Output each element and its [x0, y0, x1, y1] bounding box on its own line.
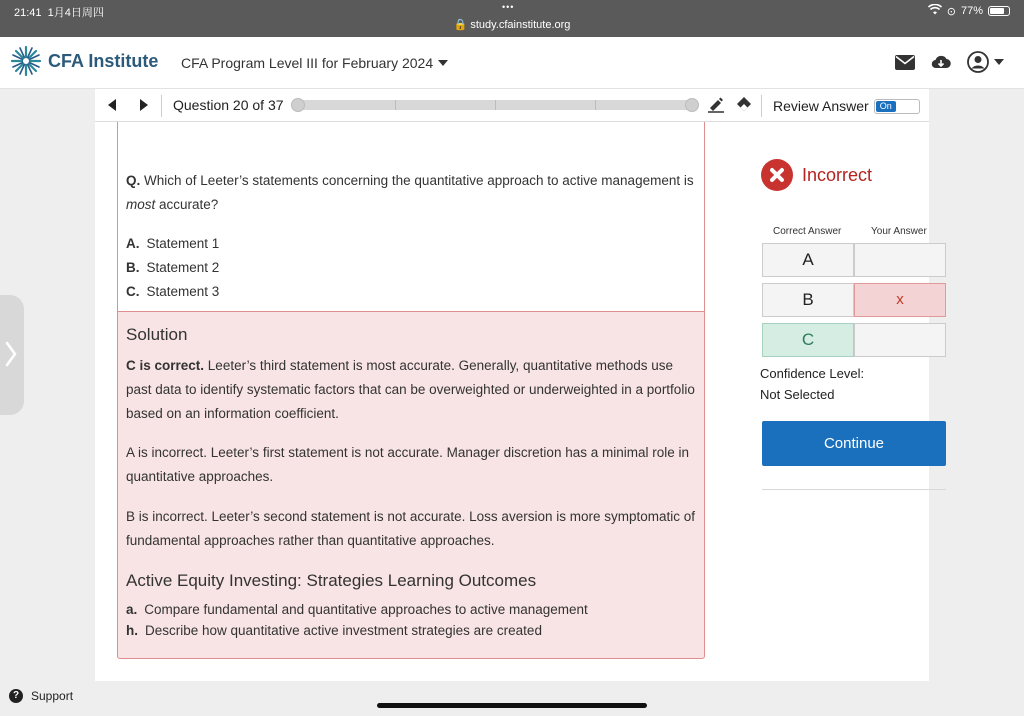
correct-answer-cell: B	[762, 283, 854, 317]
progress-tick	[595, 100, 596, 110]
outcome-letter: h.	[126, 623, 138, 638]
program-label: CFA Program Level III for February 2024	[181, 55, 434, 71]
mail-icon[interactable]	[895, 55, 915, 70]
correct-answer-header: Correct Answer	[773, 226, 842, 237]
support-link[interactable]	[9, 689, 73, 703]
status-right	[928, 4, 1010, 18]
divider	[762, 489, 946, 490]
home-indicator[interactable]	[377, 703, 647, 708]
learning-outcome-item	[126, 623, 542, 638]
result-status	[761, 159, 872, 191]
progress-start-knob	[291, 98, 305, 112]
progress-tick	[495, 100, 496, 110]
app-header	[0, 37, 1024, 89]
review-answer-label: Review Answer	[773, 98, 869, 114]
question-panel	[117, 122, 705, 311]
option-text: Statement 2	[146, 260, 220, 275]
chevron-down-icon	[438, 60, 448, 66]
review-answer-control	[773, 98, 920, 114]
chevron-down-icon	[994, 59, 1004, 65]
question-counter: Question 20 of 37	[173, 97, 284, 113]
correct-answer-cell: A	[762, 243, 854, 277]
review-answer-toggle[interactable]	[874, 99, 920, 114]
header-icons	[895, 51, 1004, 73]
question-toolbar	[95, 89, 929, 122]
cfa-logo-icon	[10, 45, 42, 77]
option-text: Statement 3	[146, 284, 220, 299]
your-answer-header: Your Answer	[871, 226, 927, 237]
option-a[interactable]	[126, 232, 219, 256]
correct-answer-cell-highlighted: C	[762, 323, 854, 357]
battery-icon	[988, 6, 1010, 16]
progress-knob[interactable]	[685, 98, 699, 112]
your-answer-cell	[854, 323, 946, 357]
progress-tick	[395, 100, 396, 110]
option-letter: B.	[126, 260, 140, 275]
question-progress-bar[interactable]	[295, 100, 695, 110]
divider	[161, 95, 162, 117]
confidence-value: Not Selected	[760, 387, 835, 402]
annotation-tools	[707, 95, 753, 118]
cloud-download-icon[interactable]	[931, 54, 951, 70]
continue-button[interactable]: Continue	[762, 421, 946, 466]
outcome-text: Compare fundamental and quantitative approaches to active management	[144, 602, 588, 617]
solution-paragraph: B is incorrect. Leeter’s second statement is not accurate. Loss aversion is more symptomatic of fundamental approaches rather than quantitative approaches.	[126, 509, 695, 548]
logo[interactable]	[10, 45, 158, 77]
solution-paragraph	[126, 354, 696, 426]
question-text	[126, 169, 698, 217]
divider	[761, 95, 762, 117]
option-letter: A.	[126, 236, 140, 251]
option-letter: C.	[126, 284, 140, 299]
solution-explanation: Leeter’s third statement is most accurate. Generally, quantitative methods use past data to identify systematic factors that can be overweighted or underweighted in a portfolio based on an information coefficient.	[126, 358, 695, 421]
previous-question-button[interactable]	[108, 99, 116, 111]
url-text: study.cfainstitute.org	[470, 19, 571, 31]
outcome-text: Describe how quantitative active investment strategies are created	[145, 623, 542, 638]
help-icon: ?	[9, 689, 23, 703]
wifi-icon	[928, 4, 942, 18]
option-c[interactable]	[126, 280, 219, 304]
program-selector[interactable]	[181, 55, 448, 71]
solution-paragraph: A is incorrect. Leeter’s first statement is not accurate. Manager discretion has a minimal role in quantitative approaches.	[126, 445, 689, 484]
your-answer-cell	[854, 243, 946, 277]
result-status-text: Incorrect	[802, 164, 873, 185]
incorrect-icon	[761, 159, 793, 191]
tab-dots-icon[interactable]: •••	[502, 2, 515, 12]
next-question-button[interactable]	[140, 99, 148, 111]
highlighter-icon[interactable]	[707, 95, 725, 118]
toggle-on-label: On	[876, 101, 896, 112]
option-text: Statement 1	[146, 236, 220, 251]
lock-rotation-icon: ⊙	[946, 5, 956, 18]
user-menu[interactable]	[967, 51, 1004, 73]
status-time: 21:41 1月4日周四	[14, 7, 104, 19]
confidence-label: Confidence Level:	[760, 366, 865, 381]
user-icon	[967, 51, 989, 73]
battery-percent: 77%	[960, 5, 983, 17]
solution-correct-label: C is correct.	[126, 358, 205, 373]
question-card	[95, 89, 929, 681]
answer-options	[126, 232, 219, 304]
solution-title: Solution	[126, 325, 188, 344]
eraser-icon[interactable]	[735, 95, 753, 118]
url-bar[interactable]: 🔒 study.cfainstitute.org	[453, 19, 571, 31]
support-label: Support	[31, 689, 74, 703]
your-answer-cell-wrong: x	[854, 283, 946, 317]
question-stem: Which of Leeter’s statements concerning the quantitative approach to active management is	[144, 173, 694, 188]
question-prefix: Q.	[126, 173, 141, 188]
logo-text: CFA Institute	[48, 50, 159, 71]
outcome-letter: a.	[126, 602, 138, 617]
side-panel-handle[interactable]	[0, 295, 24, 415]
option-b[interactable]	[126, 256, 219, 280]
learning-outcomes-title: Active Equity Investing: Strategies Learning Outcomes	[126, 571, 537, 590]
question-emphasis: most	[126, 197, 156, 212]
question-stem-end: accurate?	[155, 197, 219, 212]
solution-panel	[117, 311, 705, 659]
chevron-right-icon	[5, 341, 17, 367]
status-bar	[0, 0, 1024, 37]
learning-outcome-item	[126, 602, 588, 617]
